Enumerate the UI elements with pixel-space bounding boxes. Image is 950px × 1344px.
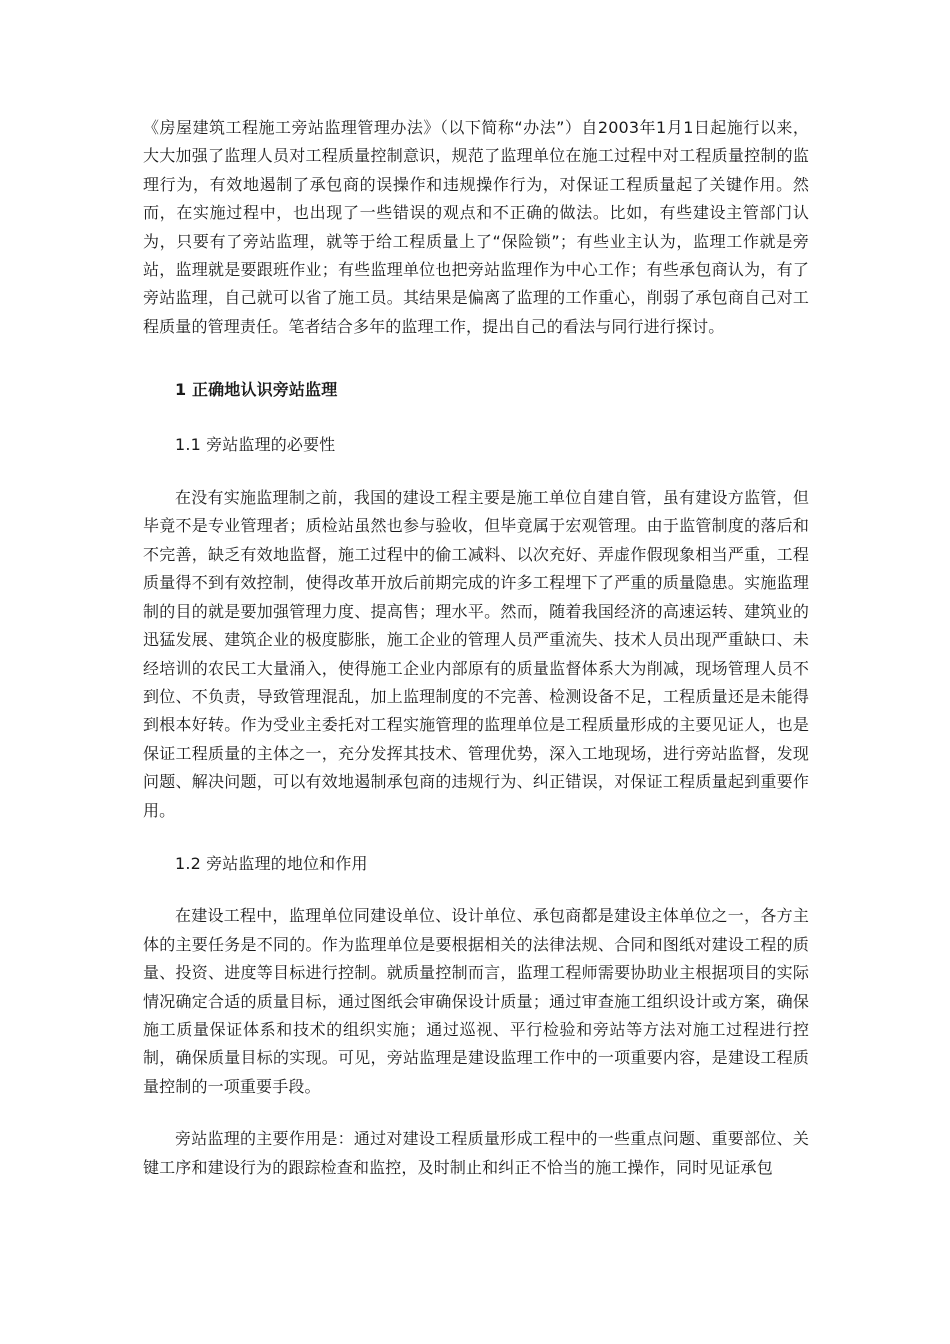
document-page xyxy=(143,114,809,1182)
section-1-2-paragraph-2: 旁站监理的主要作用是：通过对建设工程质量形成工程中的一些重点问题、重要部位、关键工序和建设行为的跟踪检查和监控，及时制止和纠正不恰当的施工操作，同时见证承包 xyxy=(143,1129,809,1177)
section-1-1-heading: 1.1 旁站监理的必要性 xyxy=(175,434,336,454)
intro-paragraph: 《房屋建筑工程施工旁站监理管理办法》（以下简称“办法”）自2003年1月1日起施行以来，大大加强了监理人员对工程质量控制意识，规范了监理单位在施工过程中对工程质量控制的监理行为，有效地遏制了承包商的误操作和违规操作行为，对保证工程质量起了关键作用。然而，在实施过程中，也出现了一些错误的观点和不正确的做法。比如，有些建设主管部门认为，只要有了旁站监理，就等于给工程质量上了“保险锁”；有些业主认为，监理工作就是旁站，监理就是要跟班作业；有些监理单位也把旁站监理作为中心工作；有些承包商认为，有了旁站监理，自己就可以省了施工员。其结果是偏离了监理的工作重心，削弱了承包商自己对工程质量的管理责任。笔者结合多年的监理工作，提出自己的看法与同行进行探讨。 xyxy=(143,118,809,336)
section-1-2-heading: 1.2 旁站监理的地位和作用 xyxy=(175,853,368,873)
section-1-1-paragraph: 在没有实施监理制之前，我国的建设工程主要是施工单位自建自管，虽有建设方监管，但毕竟不是专业管理者；质检站虽然也参与验收，但毕竟属于宏观管理。由于监管制度的落后和不完善，缺乏有效地监督，施工过程中的偷工减料、以次充好、弄虚作假现象相当严重，工程质量得不到有效控制，使得改革开放后前期完成的许多工程埋下了严重的质量隐患。实施监理制的目的就是要加强管理力度、提高售；理水平。然而，随着我国经济的高速运转、建筑业的迅猛发展、建筑企业的极度膨胀，施工企业的管理人员严重流失、技术人员出现严重缺口、未经培训的农民工大量涌入，使得施工企业内部原有的质量监督体系大为削减，现场管理人员不到位、不负责，导致管理混乱，加上监理制度的不完善、检测设备不足，工程质量还是未能得到根本好转。作为受业主委托对工程实施管理的监理单位是工程质量形成的主要见证人，也是保证工程质量的主体之一，充分发挥其技术、管理优势，深入工地现场，进行旁站监督，发现问题、解决问题，可以有效地遏制承包商的违规行为、纠正错误，对保证工程质量起到重要作用。 xyxy=(143,488,809,820)
section-1-2-paragraph: 在建设工程中，监理单位同建设单位、设计单位、承包商都是建设主体单位之一，各方主体的主要任务是不同的。作为监理单位是要根据相关的法律法规、合同和图纸对建设工程的质量、投资、进度等目标进行控制。就质量控制而言，监理工程师需要协助业主根据项目的实际情况确定合适的质量目标，通过图纸会审确保设计质量；通过审查施工组织设计或方案，确保施工质量保证体系和技术的组织实施；通过巡视、平行检验和旁站等方法对施工过程进行控制，确保质量目标的实现。可见，旁站监理是建设监理工作中的一项重要内容，是建设工程质量控制的一项重要手段。 xyxy=(143,906,809,1096)
section-1-heading: 1 正确地认识旁站监理 xyxy=(175,380,338,400)
